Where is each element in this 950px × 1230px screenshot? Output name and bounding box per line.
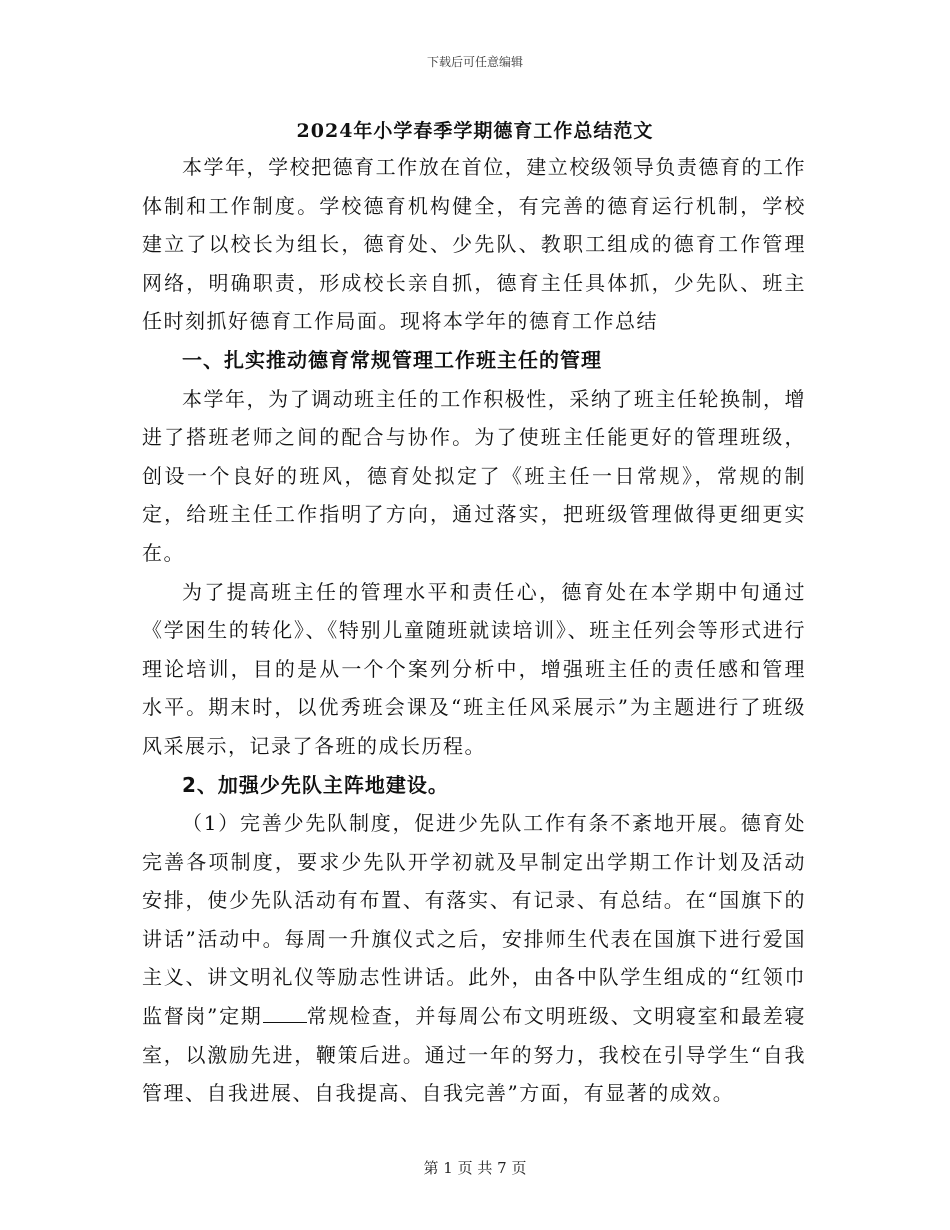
fill-in-blank bbox=[263, 1000, 307, 1023]
section-2-paragraph-1-part-a: （1）完善少先队制度，促进少先队工作有条不紊地开展。德育处完善各项制度，要求少先队开学初就及早制定出学期工作计划及活动安排，使少先队活动有布置、有落实、有记录、有总结。在“国旗下的讲话”活动中。每周一升旗仪式之后，安排师生代表在国旗下进行爱国主义、讲文明礼仪等励志性讲话。此外，由各中队学生组成的“红领巾监督岗”定期 bbox=[142, 811, 806, 1029]
section-2-paragraph-1-part-b: 常规检查，并每周公布文明班级、文明寝室和最差寝室，以激励先进，鞭策后进。通过一年的努力，我校在引导学生“自我管理、自我进展、自我提高、自我完善”方面，有显著的成效。 bbox=[142, 1004, 807, 1106]
document-title: 2024年小学春季学期德育工作总结范文 bbox=[296, 120, 654, 142]
section-1-paragraph-2: 为了提高班主任的管理水平和责任心，德育处在本学期中旬通过《学困生的转化》、《特别儿童随班就读培训》、班主任列会等形式进行理论培训，目的是从一个个案列分析中，增强班主任的责任感和管理水平。期末时，以优秀班会课及“班主任风采展示”为主题进行了班级风采展示，记录了各班的成长历程。 bbox=[142, 579, 806, 758]
document-body bbox=[142, 148, 806, 1113]
section-1-paragraph-1: 本学年，为了调动班主任的工作积极性，采纳了班主任轮换制，增进了搭班老师之间的配合与协作。为了使班主任能更好的管理班级，创设一个良好的班风，德育处拟定了《班主任一日常规》，常规的制定，给班主任工作指明了方向，通过落实，把班级管理做得更细更实在。 bbox=[142, 386, 806, 565]
section-1-heading: 一、扎实推动德育常规管理工作班主任的管理 bbox=[182, 347, 602, 372]
page-number-footer: 第 1 页 共 7 页 bbox=[423, 1159, 527, 1177]
intro-paragraph: 本学年，学校把德育工作放在首位，建立校级领导负责德育的工作体制和工作制度。学校德育机构健全，有完善的德育运行机制，学校建立了以校长为组长，德育处、少先队、教职工组成的德育工作管理网络，明确职责，形成校长亲自抓，德育主任具体抓，少先队、班主任时刻抓好德育工作局面。现将本学年的德育工作总结 bbox=[142, 155, 806, 334]
section-2-paragraph-1 bbox=[142, 804, 806, 1113]
page-header-note: 下载后可任意编辑 bbox=[426, 55, 523, 69]
section-2-heading: 2、加强少先队主阵地建设。 bbox=[182, 772, 449, 797]
